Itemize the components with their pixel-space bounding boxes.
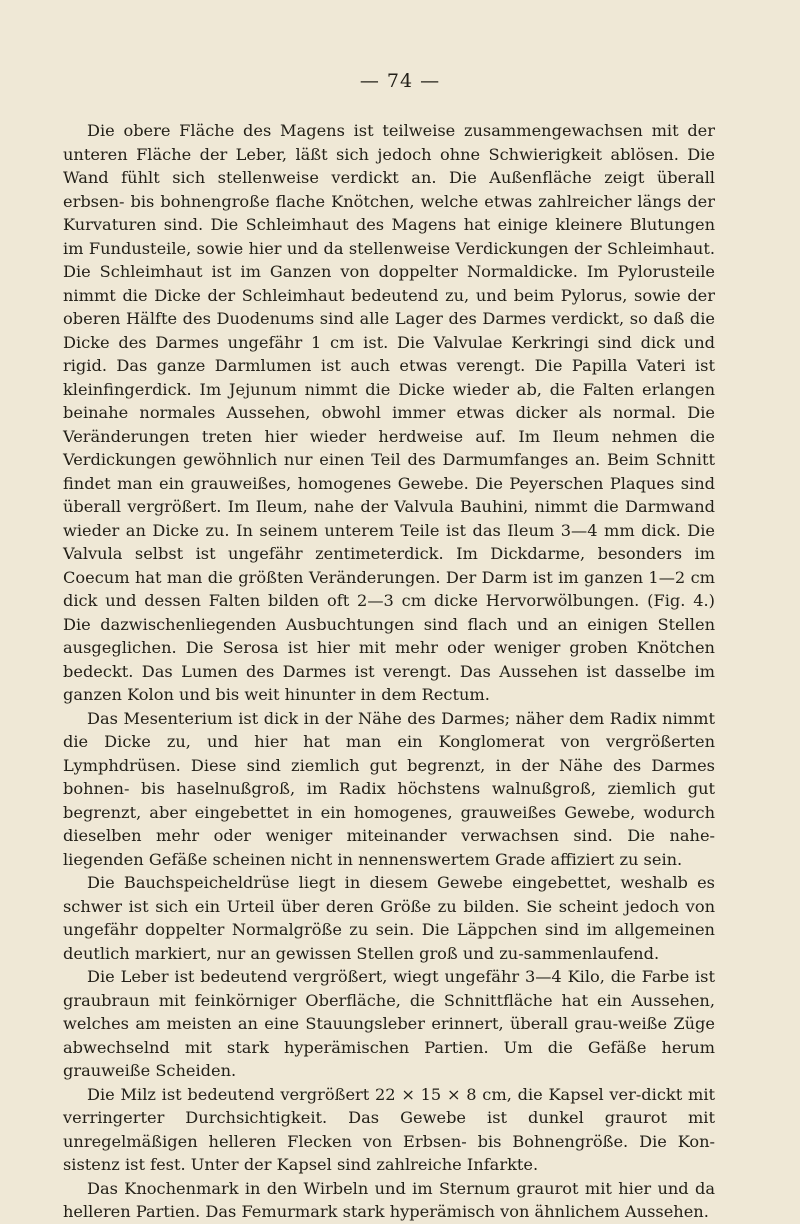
paragraph-stomach-intestine: Die obere Fläche des Magens ist teilweise zusammengewachsen mit der unteren Fläche der Leber, läßt sich jedoch ohne Schwierigkeit ablösen. Die Wand fühlt sich stellenweise verdickt an. Die Außenfläche zeigt überall erbsen- bis bohnengroße flache Knötchen, welche etwas zahlreicher längs der Kurvaturen sind. Die Schleimhaut des Magens hat einige kleinere Blutungen im Fundusteile, sowie hier und da stellenweise Verdickungen der Schleimhaut. Die Schleimhaut ist im Ganzen von doppelter Normaldicke. Im Pylorusteile nimmt die Dicke der Schleimhaut bedeutend zu, und beim Pylorus, sowie der oberen Hälfte des Duodenums sind alle Lager des Darmes verdickt, so daß die Dicke des Darmes ungefähr 1 cm ist. Die Valvulae Kerkringi sind dick und rigid. Das ganze Darmlumen ist auch etwas verengt. Die Papilla Vateri ist kleinfingerdick. Im Jejunum nimmt die Dicke wieder ab, die Falten erlangen beinahe normales Aussehen, obwohl immer etwas dicker als normal. Die Veränderungen treten hier wieder herdweise auf. Im Ileum nehmen die Verdickungen gewöhnlich nur einen Teil des Darmumfanges an. Beim Schnitt findet man ein grauweißes, homogenes Gewebe. Die Peyerschen Plaques sind überall vergrößert. Im Ileum, nahe der Valvula Bauhini, nimmt die Darmwand wieder an Dicke zu. In seinem unterem Teile ist das Ileum 3—4 mm dick. Die Valvula selbst ist ungefähr zentimeterdick. Im Dickdarme, besonders im Coecum hat man die größten Veränderungen. Der Darm ist im ganzen 1—2 cm dick und dessen Falten bilden oft 2—3 cm dicke Hervorwölbungen. (Fig. 4.) Die dazwischenliegenden Ausbuchtungen sind flach und an einigen Stellen ausgeglichen. Die Serosa ist hier mit mehr oder weniger groben Knötchen bedeckt. Das Lumen des Darmes ist verengt. Das Aussehen ist dasselbe im ganzen Kolon und bis weit hinunter in dem Rectum. <box>63 121 715 704</box>
paragraph-spleen: Die Milz ist bedeutend vergrößert 22 × 15 × 8 cm, die Kapsel ver-dickt mit verringerter Durchsichtigkeit. Das Gewebe ist dunkel graurot mit unregelmäßigen helleren Flecken von Erbsen- bis Bohnengröße. Die Kon-sistenz ist fest. Unter der Kapsel sind zahlreiche Infarkte. <box>63 1084 715 1174</box>
body-text <box>63 119 715 1224</box>
paragraph-pancreas: Die Bauchspeicheldrüse liegt in diesem Gewebe eingebettet, weshalb es schwer ist sich ein Urteil über deren Größe zu bilden. Sie scheint jedoch von ungefähr doppelter Normalgröße zu sein. Die Läppchen sind im allgemeinen deutlich markiert, nur an gewissen Stellen groß und zu-sammenlaufend. <box>63 873 715 963</box>
paragraph-mesentery: Das Mesenterium ist dick in der Nähe des Darmes; näher dem Radix nimmt die Dicke zu, und hier hat man ein Konglomerat von vergrößerten Lymphdrüsen. Diese sind ziemlich gut begrenzt, in der Nähe des Darmes bohnen- bis haselnußgroß, im Radix höchstens walnußgroß, ziemlich gut begrenzt, aber eingebettet in ein homogenes, grauweißes Gewebe, wodurch dieselben mehr oder weniger miteinander verwachsen sind. Die nahe-liegenden Gefäße scheinen nicht in nennenswertem Grade affiziert zu sein. <box>63 708 715 869</box>
page-number: — 74 — <box>359 70 441 92</box>
paragraph-liver: Die Leber ist bedeutend vergrößert, wiegt ungefähr 3—4 Kilo, die Farbe ist graubraun mit feinkörniger Oberfläche, die Schnittfläche hat ein Aussehen, welches am meisten an eine Stauungsleber erinnert, überall grau-weiße Züge abwechselnd mit stark hyperämischen Partien. Um die Gefäße herum grauweiße Scheiden. <box>63 967 715 1080</box>
paragraph-bone-marrow: Das Knochenmark in den Wirbeln und im Sternum graurot mit hier und da helleren Partien. Das Femurmark stark hyperämisch von ähnlichem Aussehen. <box>63 1178 715 1221</box>
